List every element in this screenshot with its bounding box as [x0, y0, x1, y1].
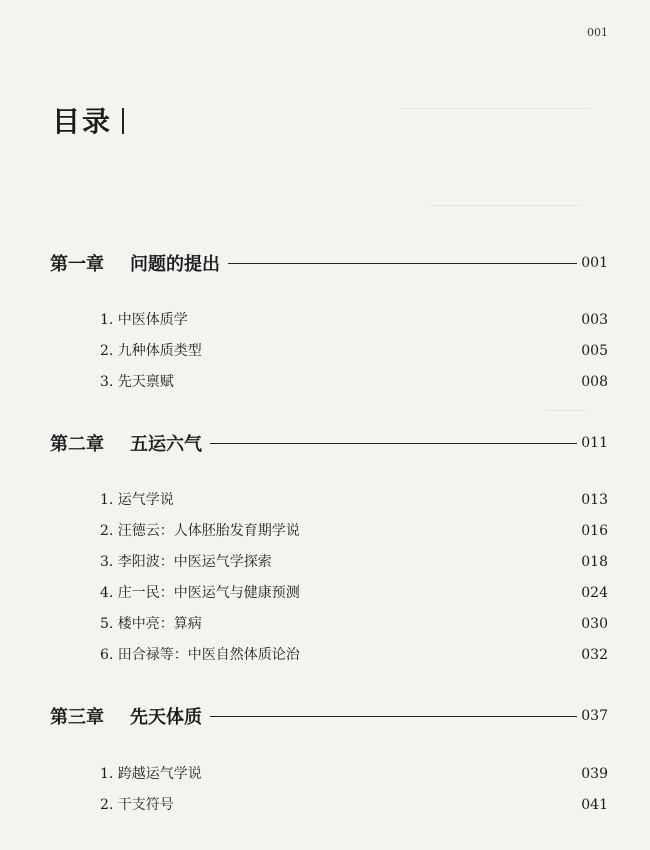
chapter-number: 第二章: [50, 434, 104, 455]
toc-entry[interactable]: [100, 582, 608, 602]
toc-entry[interactable]: [100, 551, 608, 571]
title-text: 目录: [52, 105, 113, 138]
chapter-heading[interactable]: [50, 703, 608, 729]
entry-label: 2. 汪德云：人体胚胎发育期学说: [100, 523, 300, 539]
entry-page-number: 041: [581, 797, 608, 813]
entry-label: 6. 田合禄等：中医自然体质论治: [100, 647, 300, 663]
chapter-label: [50, 703, 202, 729]
toc-entry[interactable]: [100, 371, 608, 391]
toc-entry[interactable]: [100, 520, 608, 540]
page-number: 001: [587, 26, 608, 39]
toc-entry[interactable]: [100, 309, 608, 329]
entry-label: 4. 庄一民：中医运气与健康预测: [100, 585, 300, 601]
chapter-number: 第一章: [50, 254, 104, 275]
leader-line: [228, 263, 577, 264]
entry-page-number: 032: [581, 647, 608, 663]
chapter-page-number: 001: [581, 255, 608, 271]
entry-page-number: 030: [581, 616, 608, 632]
title-divider: [122, 108, 124, 134]
chapter-number: 第三章: [50, 707, 104, 728]
chapter-page-number: 011: [581, 435, 608, 451]
toc-entry[interactable]: [100, 644, 608, 664]
bleed-through-marks: [545, 410, 585, 421]
bleed-through-marks: [400, 108, 590, 119]
chapter-label: [50, 250, 220, 276]
entry-label: 1. 中医体质学: [100, 312, 188, 328]
chapter-page-number: 037: [581, 708, 608, 724]
entry-label: 1. 运气学说: [100, 492, 174, 508]
entry-label: 3. 李阳波：中医运气学探索: [100, 554, 272, 570]
chapter-title: 先天体质: [130, 707, 202, 728]
toc-entry[interactable]: [100, 340, 608, 360]
bleed-through-marks: [430, 205, 580, 216]
entry-label: 2. 九种体质类型: [100, 343, 202, 359]
leader-line: [210, 443, 577, 444]
chapter-heading[interactable]: [50, 250, 608, 276]
leader-line: [210, 716, 577, 717]
entry-label: 5. 楼中亮：算病: [100, 616, 202, 632]
entry-page-number: 024: [581, 585, 608, 601]
entry-label: 2. 干支符号: [100, 797, 174, 813]
toc-entry[interactable]: [100, 613, 608, 633]
chapter-label: [50, 430, 202, 456]
entry-label: 3. 先天禀赋: [100, 374, 174, 390]
entry-page-number: 013: [581, 492, 608, 508]
toc-entry[interactable]: [100, 489, 608, 509]
entry-page-number: 018: [581, 554, 608, 570]
entry-page-number: 008: [581, 374, 608, 390]
chapter-title: 五运六气: [130, 434, 202, 455]
toc-entry[interactable]: [100, 763, 608, 783]
toc-entry[interactable]: [100, 794, 608, 814]
entry-page-number: 005: [581, 343, 608, 359]
entry-label: 1. 跨越运气学说: [100, 766, 202, 782]
chapter-heading[interactable]: [50, 430, 608, 456]
entry-page-number: 039: [581, 766, 608, 782]
entry-page-number: 003: [581, 312, 608, 328]
page-title: [52, 100, 124, 140]
entry-page-number: 016: [581, 523, 608, 539]
chapter-title: 问题的提出: [130, 254, 220, 275]
